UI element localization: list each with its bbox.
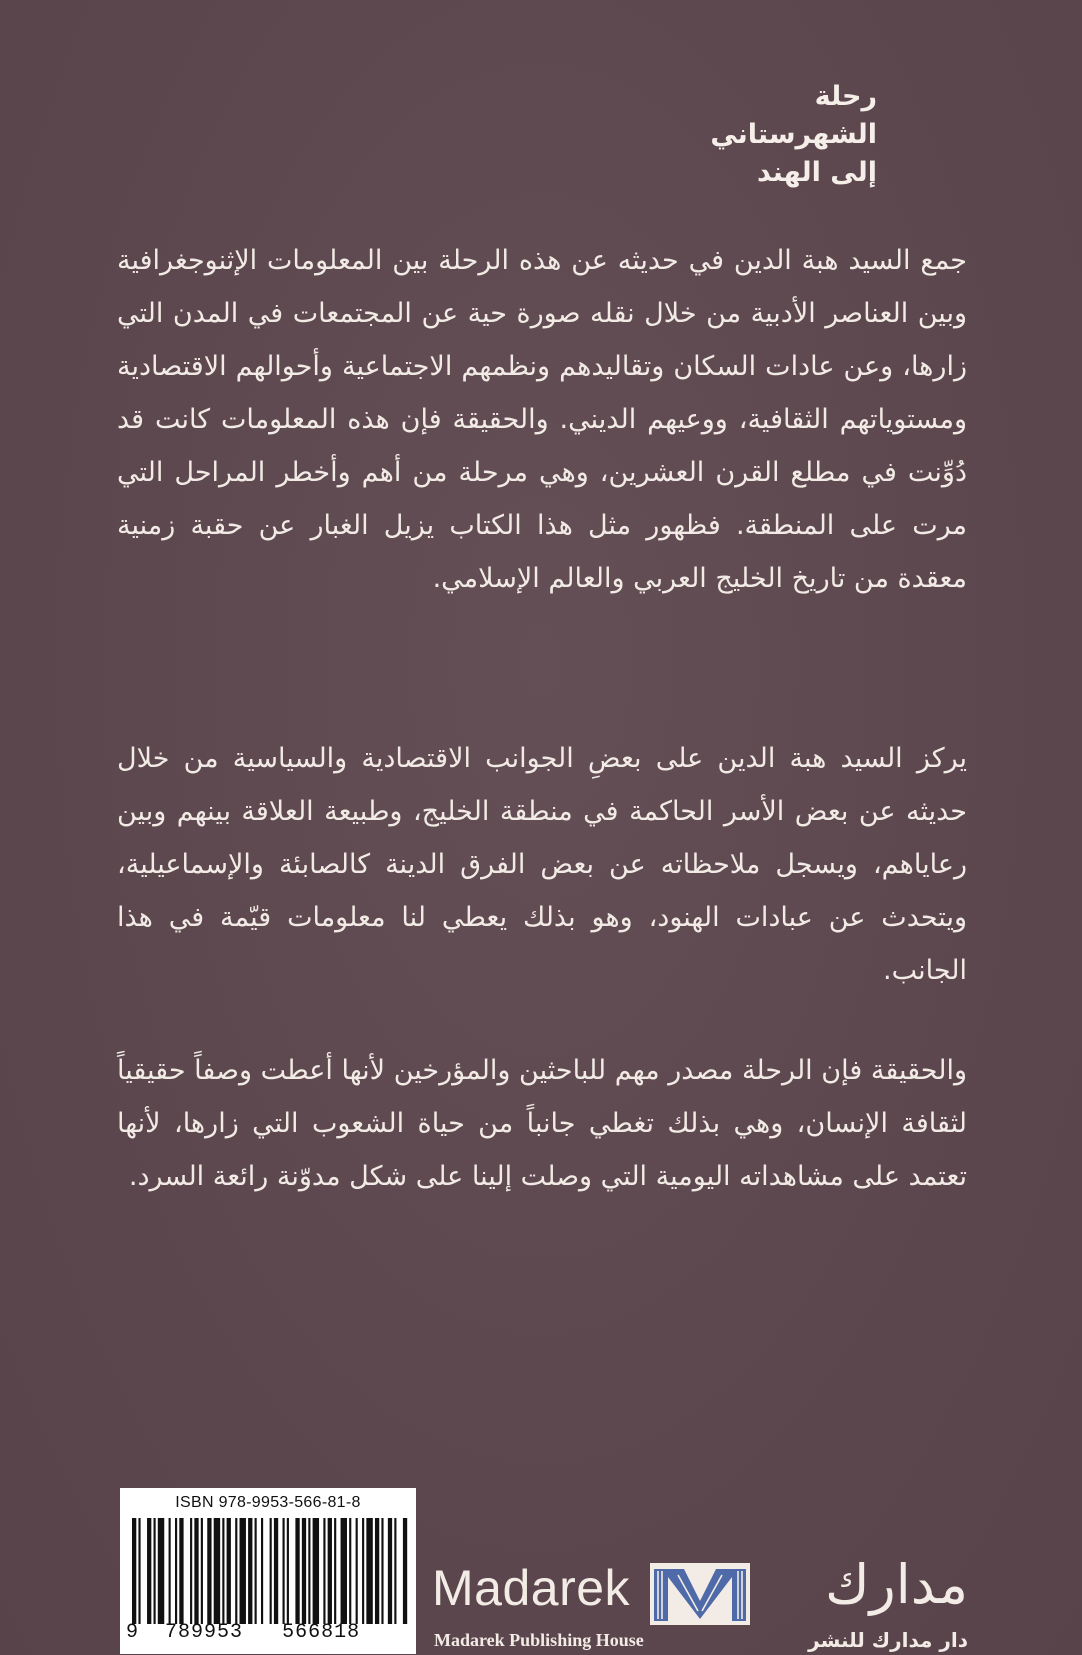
barcode-digit-group-2: 566818 — [282, 1621, 361, 1644]
barcode-bar — [222, 1518, 224, 1624]
blurb-paragraph-3: والحقيقة فإن الرحلة مصدر مهم للباحثين والمؤرخين لأنها أعطت وصفاً حقيقياً لثقافة الإنسان، وهي بذلك تغطي جانباً من حياة الشعوب التي زارها، لأنها تعتمد على مشاهداته اليومية التي وصلت إلينا على شكل مدوّنة رائعة السرد. — [117, 1055, 967, 1192]
isbn-label: ISBN 978-9953-566-81-8 — [175, 1494, 361, 1511]
barcode-bar — [179, 1518, 183, 1624]
barcode-bar — [201, 1518, 203, 1624]
barcode-bar — [194, 1518, 198, 1624]
barcode-bar — [366, 1518, 372, 1624]
barcode-bar — [138, 1518, 140, 1624]
barcode-bar — [261, 1518, 263, 1624]
blurb-paragraph-1: جمع السيد هبة الدين في حديثه عن هذه الرحلة بين المعلومات الإثنوجغرافية وبين العناصر الأدبية من خلال نقله صورة حية عن المجتمعات في المدن التي زارها، وعن عادات السكان وتقاليدهم ونظمهم الاجتماعية وأحوالهم الاقتصادية ومستوياتهم الثقافية، ووعيهم الديني. والحقيقة فإن هذه المعلومات كانت قد دُوِّنت في مطلع القرن العشرين، وهي مرحلة من أهم وأخطر المراحل التي مرت على المنطقة. فظهور مثل هذا الكتاب يزيل الغبار عن حقبة زمنية معقدة من تاريخ الخليج العربي والعالم الإسلامي. — [117, 245, 967, 594]
publisher-name-latin: Madarek — [432, 1560, 631, 1616]
barcode-bar — [147, 1518, 151, 1624]
barcode-bar — [328, 1518, 332, 1624]
barcode-bar — [274, 1518, 278, 1624]
book-title — [617, 78, 877, 192]
barcode-bar — [375, 1518, 379, 1624]
barcode-bar — [283, 1518, 285, 1624]
barcode-bar — [313, 1518, 319, 1624]
barcode-bar — [308, 1518, 310, 1624]
barcode-bar — [381, 1518, 383, 1624]
barcode-bar — [169, 1518, 171, 1624]
barcode-digits — [126, 1621, 410, 1644]
title-line-3: إلى الهند — [757, 157, 877, 188]
barcode-bar — [255, 1518, 257, 1624]
barcode-bar — [295, 1518, 299, 1624]
barcode-bar — [334, 1518, 336, 1624]
barcode-bar — [323, 1518, 325, 1624]
barcode-bar — [207, 1518, 211, 1624]
publisher-subtitle-latin: Madarek Publishing House — [434, 1630, 644, 1650]
barcode-bar — [356, 1518, 358, 1624]
barcode-bar — [287, 1518, 289, 1624]
barcode-bar — [190, 1518, 192, 1624]
barcode-bar — [175, 1518, 177, 1624]
barcode-bar — [394, 1518, 396, 1624]
title-line-2: الشهرستاني — [710, 119, 877, 150]
barcode-bar — [388, 1518, 392, 1624]
barcode-bar — [403, 1518, 407, 1624]
barcode-bar — [158, 1518, 164, 1624]
blurb-paragraph-2: يركز السيد هبة الدين على بعضِ الجوانب الاقتصادية والسياسية من خلال حديثه عن بعض الأسر الحاكمة في منطقة الخليج، وطبيعة العلاقة بينهم وبين رعاياهم، ويسجل ملاحظاته عن بعض الفرق الدينة كالصابئة والإسماعيلية، ويتحدث عن عبادات الهنود، وهو بذلك يعطي لنا معلومات قيّمة في هذا الجانب. — [117, 743, 967, 986]
barcode-bar — [227, 1518, 231, 1624]
barcode-bar — [362, 1518, 364, 1624]
publisher-logo-icon — [650, 1563, 750, 1625]
barcode-bar — [341, 1518, 347, 1624]
barcode-bar — [154, 1518, 156, 1624]
publisher-subtitle-arabic: دار مدارك للنشر — [808, 1628, 968, 1652]
barcode-bar — [302, 1518, 306, 1624]
title-line-1: رحلة — [814, 81, 877, 112]
barcode-digit-group-1: 789953 — [165, 1621, 244, 1644]
barcode-bar — [248, 1518, 252, 1624]
barcode-bar — [270, 1518, 272, 1624]
barcode-digit-first: 9 — [126, 1621, 140, 1644]
barcode-bar — [349, 1518, 351, 1624]
barcode-bar — [214, 1518, 220, 1624]
barcode-bars — [128, 1518, 410, 1624]
isbn-barcode — [120, 1488, 416, 1654]
barcode-bar — [132, 1518, 136, 1624]
publisher-name-arabic: مدارك — [825, 1553, 968, 1616]
barcode-bar — [235, 1518, 237, 1624]
barcode-bar — [240, 1518, 246, 1624]
